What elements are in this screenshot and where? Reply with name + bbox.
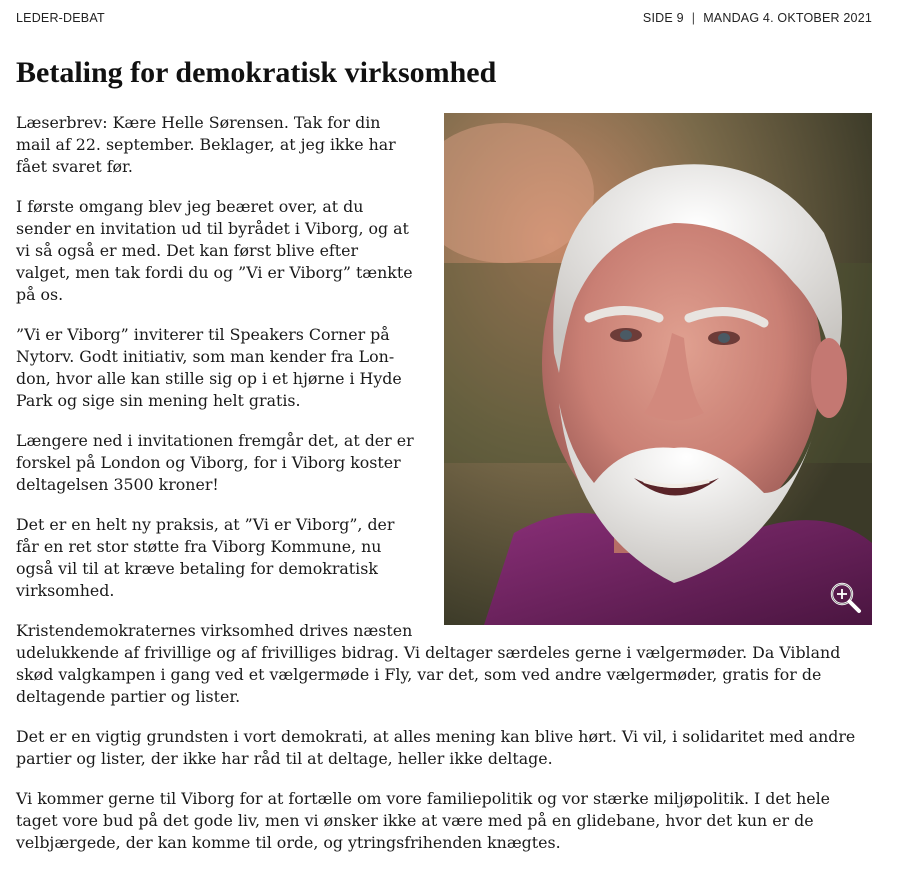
article-title: Betaling for demokratisk virksomhed xyxy=(16,56,497,89)
paragraph: Længere ned i invitationen fremgår det, at der er forskel på London og Viborg, for i Viborg koster deltagelsen 3500 kroner! xyxy=(16,431,414,494)
section-label: LEDER-DEBAT xyxy=(16,11,105,25)
page-number: SIDE 9 xyxy=(642,11,684,25)
paragraph: Det er en vigtig grundsten i vort demokrati, at alles mening kan blive hørt. Vi vil, i solidaritet med andre partier og lister, der ikke har råd til at deltage, heller ikke deltage. xyxy=(16,727,856,768)
portrait-photo xyxy=(444,113,872,625)
paragraph: Vi kommer gerne til Viborg for at fortælle om vore familiepolitik og vor stærke miljøpolitik. I det hele taget vore bud på det gode liv, men vi ønsker ikke at være med på en glidebane, hvor det kun er de velbjærgede, der kan komme til orde, og ytringsfrihenden knægtes. xyxy=(16,789,831,852)
zoom-in-icon[interactable] xyxy=(828,580,862,614)
top-bar xyxy=(16,10,872,26)
article-photo[interactable] xyxy=(444,113,872,625)
meta-separator: | xyxy=(691,11,696,25)
paragraph: ”Vi er Viborg” inviterer til Speakers Corner på Nytorv. Godt initiativ, som man kender fra London, hvor alle kan stille sig op i et hjørne i Hyde Park og sige sin mening helt gratis. xyxy=(16,325,402,410)
publication-date: MANDAG 4. OKTOBER 2021 xyxy=(703,11,872,25)
paragraph: I første omgang blev jeg beæret over, at du sender en invitation ud til byrådet i Viborg, og at vi så også er med. Det kan først blive efter valget, men tak fordi du og ”Vi er Viborg” tænkte på os. xyxy=(16,197,413,304)
paragraph: Det er en helt ny praksis, at ”Vi er Viborg”, der får en ret stor støtte fra Viborg Kommune, nu også vil til at kræve betaling for demokratisk virksomhed. xyxy=(16,515,395,600)
paragraph: Kristendemokraternes virksomhed drives næsten udelukkende af frivillige og af frivilliges bidrag. Vi deltager særdeles gerne i vælgermøder. Da Vibland skød valgkampen i gang ved et vælgermøde i Fly, var det, som ved andre vælgermøder, gratis for de deltagende partier og lister. xyxy=(16,621,841,706)
page-meta xyxy=(643,11,872,25)
paragraph: Læserbrev: Kære Helle Sørensen. Tak for din mail af 22. september. Beklager, at jeg ikke har fået svaret før. xyxy=(16,113,396,176)
article-body xyxy=(16,112,876,872)
